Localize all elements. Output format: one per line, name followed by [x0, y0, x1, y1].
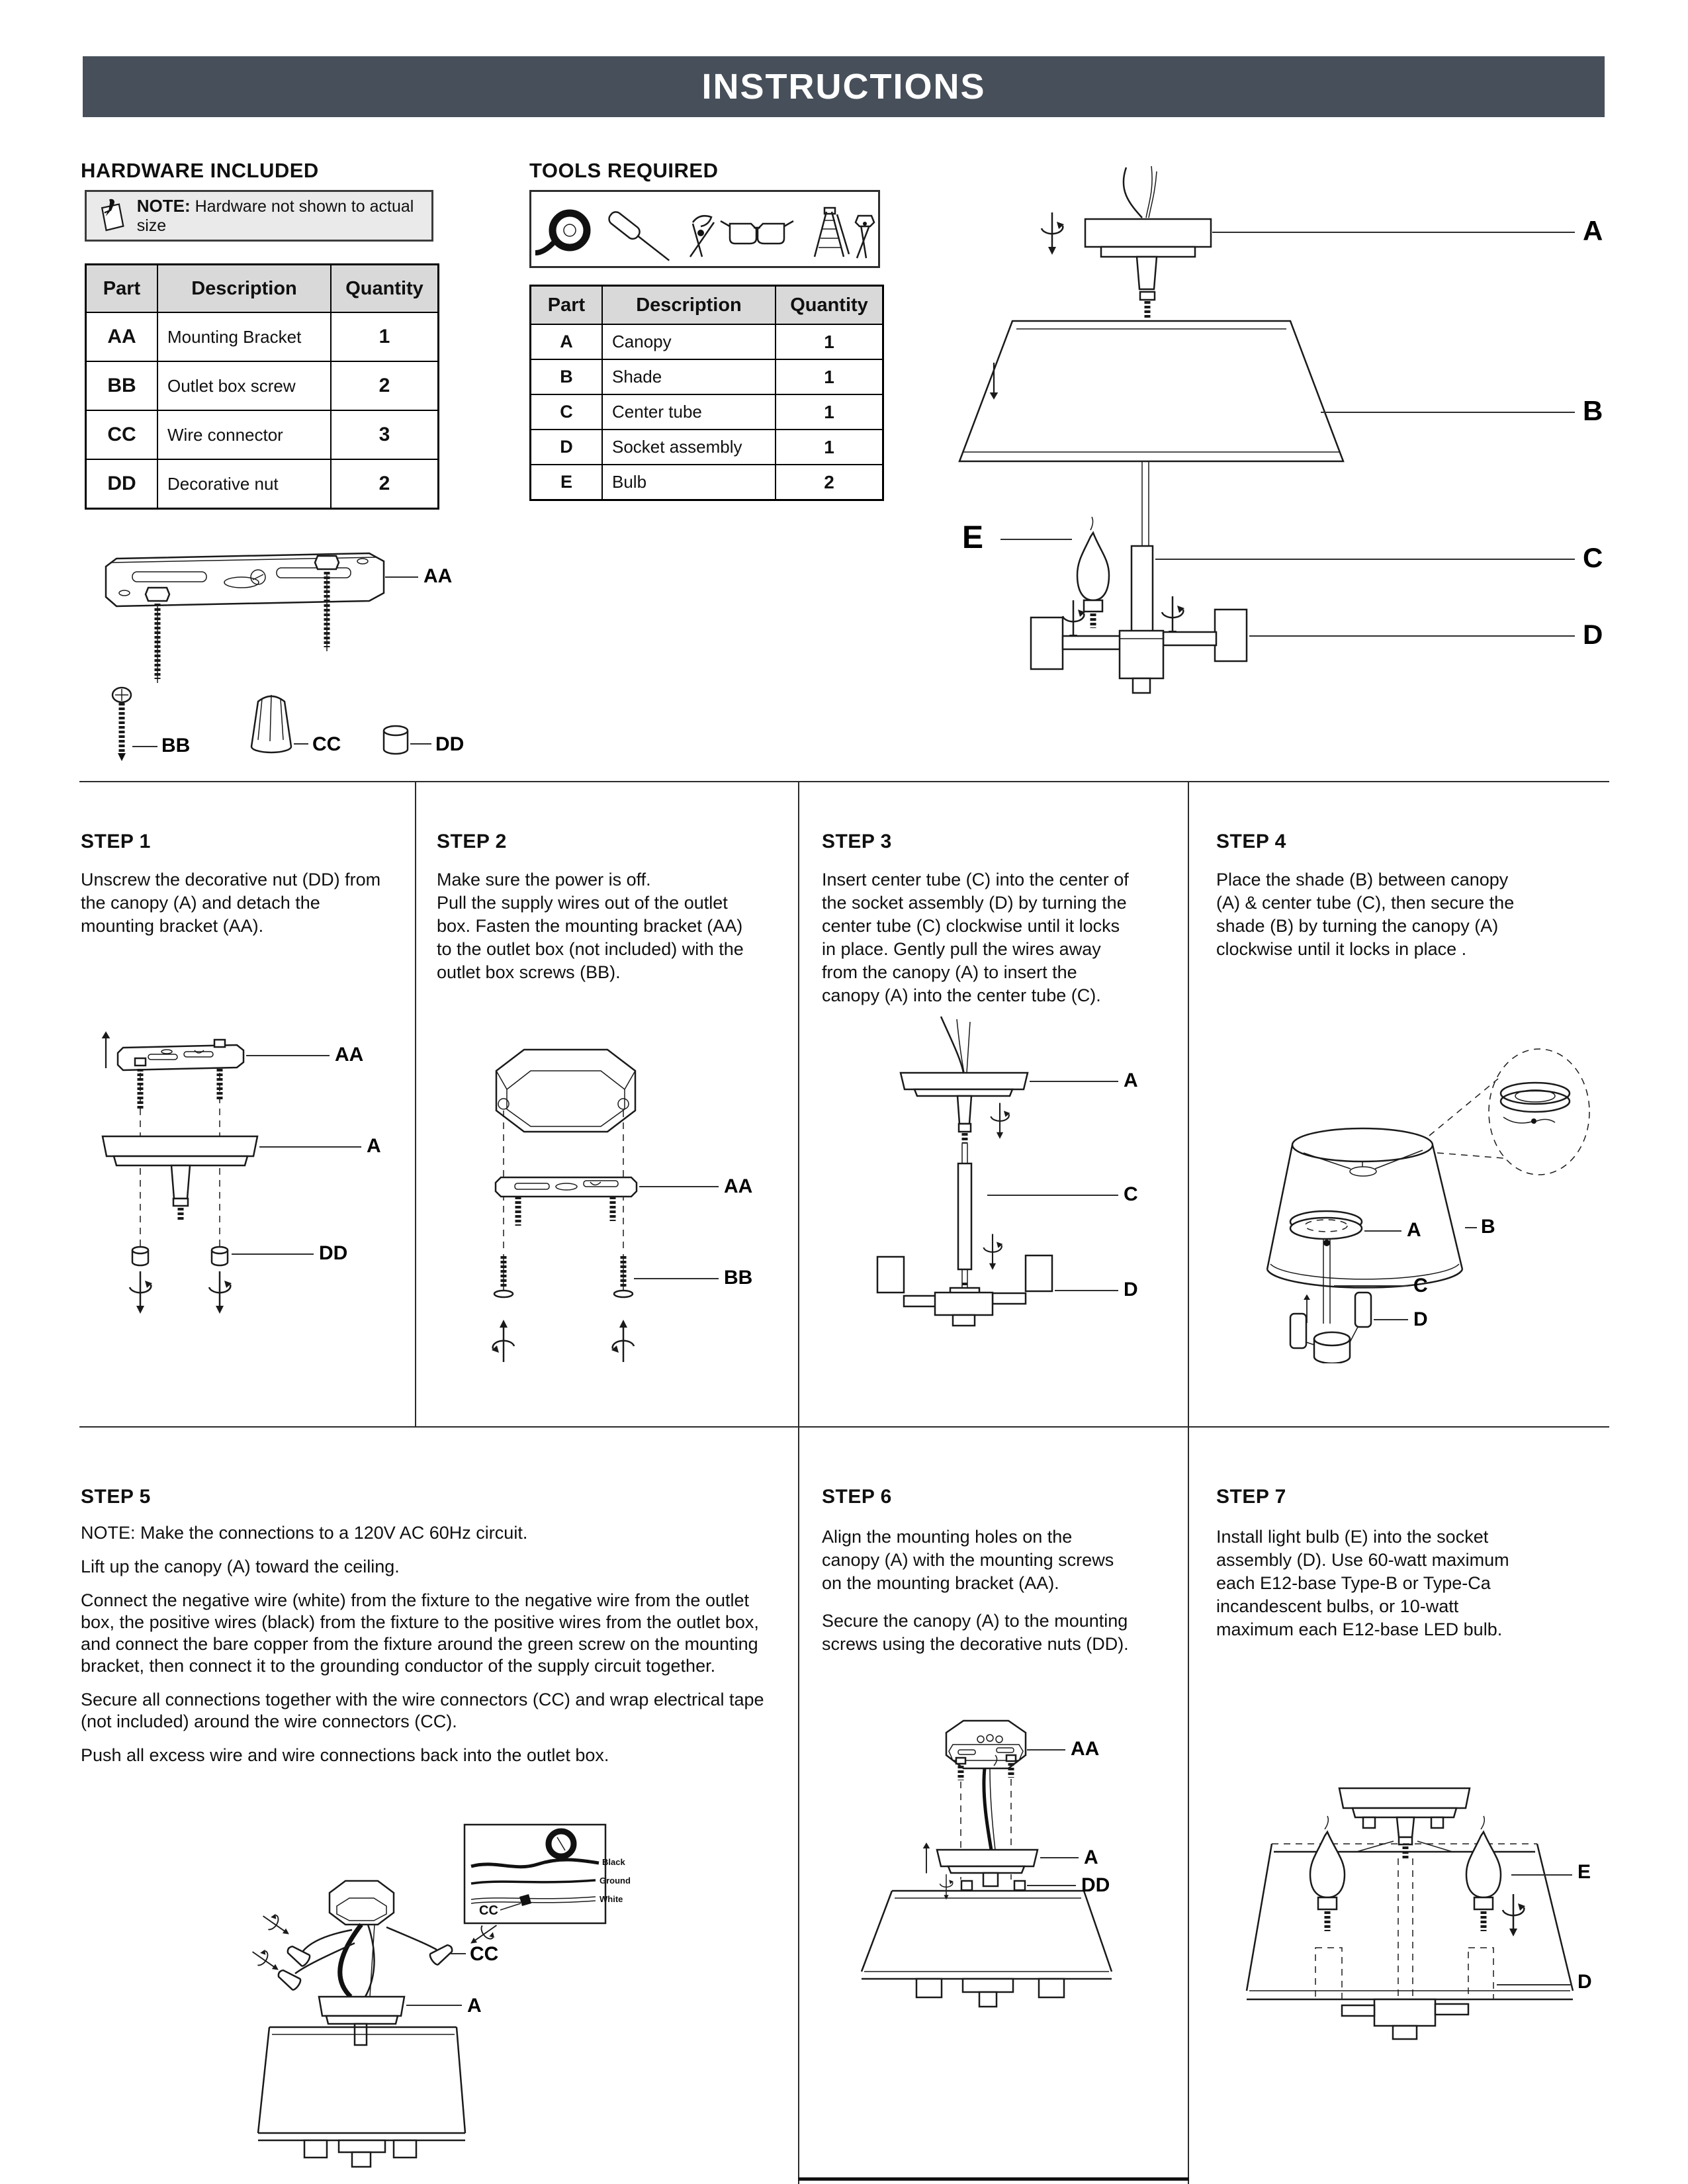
table-row: DD Decorative nut 2 [86, 459, 439, 509]
tools-table [529, 285, 884, 501]
note-pin-icon [96, 197, 128, 235]
step6-title: STEP 6 [822, 1486, 892, 1508]
callout-canopy: A [1124, 1069, 1138, 1091]
callout-bracket: AA [335, 1044, 364, 1066]
callout-nut: DD [1081, 1874, 1110, 1896]
step5-text: NOTE: Make the connections to a 120V AC 60Hz circuit. Lift up the canopy (A) toward the ceiling. Connect the negative wire (white) from the fixture to the negative wire from the outlet box, the positive wires (black) from the fixture to the positive wires from the outlet box, and connect the bare copper from the fixture around the green screw on the mounting bracket, then connect it to the grounding conductor of the supply circuit together. Secure all connections together with the wire connectors (CC) and wrap electrical tape (not included) around the wire connectors (CC). Push all excess wire and wire connections back into the outlet box. [81, 1523, 764, 1765]
callout-screw: BB [161, 735, 191, 756]
callout-connector: CC [312, 733, 341, 755]
ladder-icon [815, 208, 849, 257]
callout-socket: D [1583, 619, 1603, 650]
callout-canopy: A [1583, 215, 1603, 246]
callout-tube: C [1583, 542, 1603, 573]
callout-screw: BB [724, 1267, 753, 1289]
electrical-tape-icon [535, 213, 587, 253]
divider [79, 781, 1609, 782]
step5-title: STEP 5 [81, 1486, 151, 1508]
callout-nut: DD [319, 1242, 348, 1264]
callout-bulb: E [962, 520, 984, 555]
hw-col-part: Part [86, 265, 158, 313]
step4-text: Place the shade (B) between canopy (A) & center tube (C), then secure the shade (B) by turning the canopy (A) clockwise until it locks in place . [1216, 870, 1515, 959]
step2-text: Make sure the power is off. Pull the supply wires out of the outlet box. Fasten the mounting bracket (AA) to the outlet box (not included) with the outlet box screws (BB). [437, 870, 744, 982]
step3-title: STEP 3 [822, 831, 892, 852]
note-box [85, 190, 433, 242]
step2-figure [430, 993, 801, 1377]
divider [798, 2177, 1189, 2181]
inset-wire-black: Black [602, 1857, 625, 1867]
tool-col-description: Description [602, 286, 776, 325]
hardware-figure [85, 522, 482, 768]
step7-title: STEP 7 [1216, 1486, 1286, 1508]
table-row: D Socket assembly 1 [531, 430, 883, 465]
table-row: B Shade 1 [531, 359, 883, 394]
table-row: C Center tube 1 [531, 394, 883, 430]
callout-canopy: A [1407, 1219, 1421, 1241]
safety-glasses-icon [721, 221, 793, 244]
table-row: BB Outlet box screw 2 [86, 361, 439, 410]
table-row: E Bulb 2 [531, 465, 883, 500]
callout-tube: C [1413, 1275, 1428, 1297]
table-row: CC Wire connector 3 [86, 410, 439, 459]
tool-col-quantity: Quantity [776, 286, 883, 325]
wire-cutters-icon [690, 216, 714, 257]
hw-col-quantity: Quantity [331, 265, 439, 313]
step4-title: STEP 4 [1216, 831, 1286, 852]
step1-figure [85, 989, 416, 1327]
note-message: Hardware not shown to actual size [136, 197, 414, 235]
callout-bracket: AA [724, 1175, 753, 1197]
callout-shade: B [1583, 395, 1603, 426]
screwdriver-icon [607, 210, 674, 266]
note-label: NOTE: [136, 196, 191, 216]
table-row: A Canopy 1 [531, 324, 883, 359]
callout-socket: D [1124, 1279, 1138, 1300]
header-banner [83, 56, 1605, 117]
inset-wire-ground: Ground [600, 1876, 631, 1886]
callout-bracket: AA [1071, 1738, 1100, 1760]
step3-figure [821, 979, 1178, 1337]
hardware-table [85, 263, 439, 510]
callout-nut: DD [435, 733, 465, 755]
callout-bulb: E [1577, 1861, 1591, 1883]
step5-figure [238, 1813, 807, 2184]
step1-text: Unscrew the decorative nut (DD) from the canopy (A) and detach the mounting bracket (AA). [81, 870, 381, 936]
step6-figure [854, 1694, 1191, 2091]
callout-bracket: AA [423, 565, 453, 587]
tool-col-part: Part [531, 286, 603, 325]
tools-box [529, 190, 880, 268]
callout-canopy: A [467, 1995, 482, 2017]
callout-socket: D [1577, 1971, 1592, 1993]
step2-title: STEP 2 [437, 831, 507, 852]
callout-shade: B [1481, 1216, 1495, 1238]
hardware-heading: HARDWARE INCLUDED [81, 159, 319, 182]
callout-canopy: A [367, 1135, 381, 1157]
callout-socket: D [1413, 1308, 1428, 1330]
inset-wire-white: White [600, 1894, 623, 1904]
page-title: INSTRUCTIONS [701, 67, 986, 107]
callout-connector: CC [470, 1943, 499, 1965]
step7-figure [1224, 1734, 1648, 2078]
inset-connector: CC [479, 1903, 498, 1918]
step6-text: Align the mounting holes on the canopy (A) with the mounting screws on the mounting bracket (AA). Secure the canopy (A) to the mounting screws using the decorative nuts (DD). [822, 1527, 1129, 1654]
wire-stripper-icon [856, 216, 874, 258]
table-row: AA Mounting Bracket 1 [86, 312, 439, 361]
hw-col-description: Description [157, 265, 331, 313]
callout-canopy: A [1084, 1846, 1098, 1868]
callout-tube: C [1124, 1183, 1138, 1205]
step1-title: STEP 1 [81, 831, 151, 852]
step3-text: Insert center tube (C) into the center of the socket assembly (D) by turning the center tube (C) clockwise until it locks in place. Gently pull the wires away from the canopy (A) to insert the canopy (A) into the center tube (C). [822, 870, 1129, 1005]
step4-figure [1204, 979, 1601, 1363]
tools-heading: TOOLS REQUIRED [529, 159, 719, 182]
divider [79, 1426, 1609, 1428]
step7-text: Install light bulb (E) into the socket assembly (D). Use 60-watt maximum each E12-base Type-B or Type-Ca incandescent bulbs, or 10-watt maximum each E12-base LED bulb. [1216, 1527, 1509, 1639]
main-diagram [953, 162, 1628, 711]
